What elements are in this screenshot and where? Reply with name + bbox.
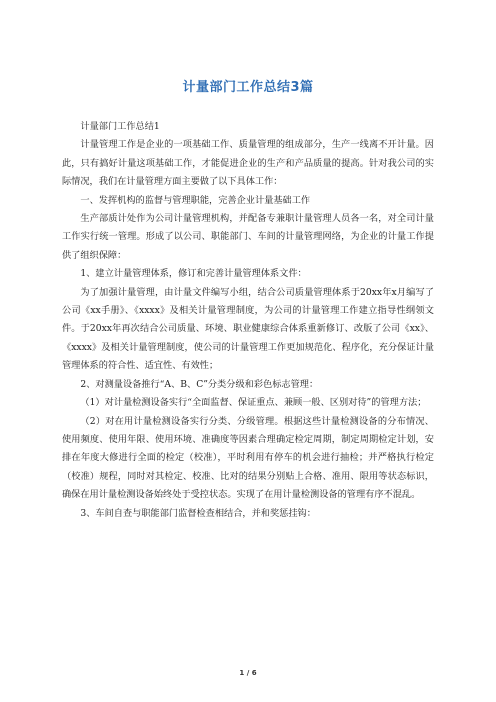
section-heading: 计量部门工作总结1 xyxy=(80,121,160,132)
paragraph: 生产部质计处作为公司计量管理机构，并配备专兼职计量管理人员各一名，对全司计量工作实行统一管理。形成了以公司、职能部门、车间的计量管理网络，为企业的计量工作提供了组织保障： xyxy=(62,213,434,261)
document-body xyxy=(62,118,434,523)
paragraph: 一、发挥机构的监督与管理职能，完善企业计量基础工作 xyxy=(80,194,311,206)
paragraph: 2、对测量设备推行“A、B、C”分类分级和彩色标志管理： xyxy=(80,378,319,390)
document-title: 计量部门工作总结3篇 xyxy=(182,80,314,95)
paragraph: 计量管理工作是企业的一项基础工作、质量管理的组成部分，生产一线离不开计量。因此，只有搞好计量这项基础工作，才能促进企业的生产和产品质量的提高。针对我公司的实际情况，我们在计量管理方面主要做了以下具体工作： xyxy=(62,139,434,188)
paragraph: 3、车间自查与职能部门监督检查相结合，并和奖惩挂钩： xyxy=(80,507,316,519)
paragraph: （1）对计量检测设备实行“全面监督、保证重点、兼顾一般、区别对待”的管理方法； xyxy=(80,397,427,409)
paragraph: 为了加强计量管理，由计量文件编写小组，结合公司质量管理体系于20xx年x月编写了公司《xx手册》、《xxxx》及相关计量管理制度，为公司的计量管理工作建立指导性纲领文件。于20xx年再次结合公司质量、环境、职业健康综合体系重新修订、改版了公司《xx》、《xxxx》及相关计量管理制度，使公司的计量管理工作更加规范化、程序化，充分保证计量管理体系的符合性、适宜性、有效性； xyxy=(62,286,434,372)
paragraph: （2）对在用计量检测设备实行分类、分级管理。根据这些计量检测设备的分布情况、使用频度、使用年限、使用环境、准确度等因素合理确定检定周期，制定周期检定计划，安排在年度大修进行全面的检定（校准），平时利用有停车的机会进行抽检；并严格执行检定（校准）规程，同时对其检定、校准、比对的结果分别贴上合格、准用、限用等状态标识，确保在用计量检测设备始终处于受控状态。实现了在用计量检测设备的管理有序不混乱。 xyxy=(62,415,434,501)
page-number: 1 / 6 xyxy=(239,669,257,677)
paragraph: 1、建立计量管理体系，修订和完善计量管理体系文件： xyxy=(80,268,307,280)
